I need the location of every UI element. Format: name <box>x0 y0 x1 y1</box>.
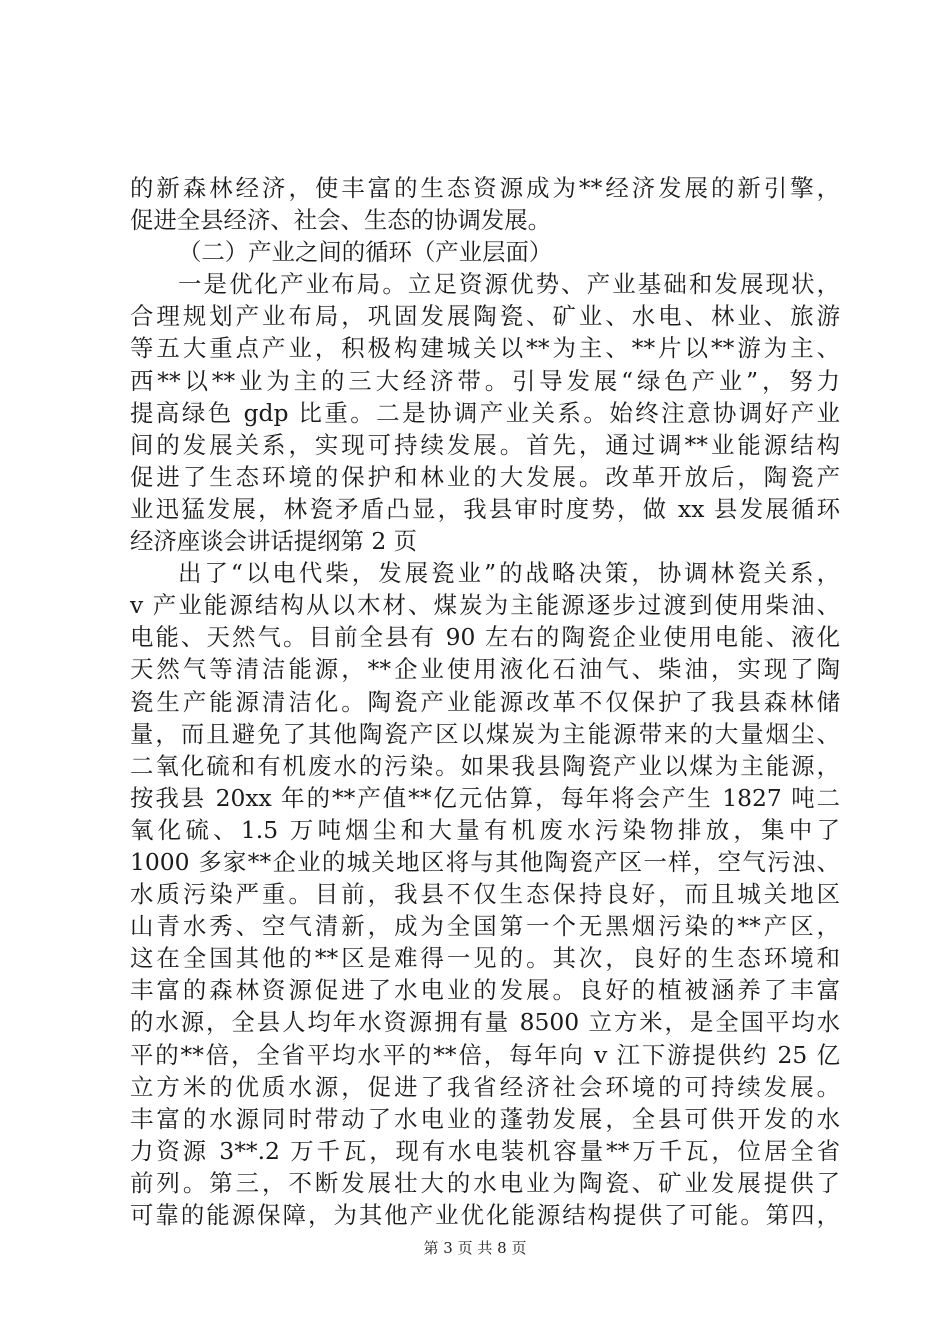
text-line: 平的**倍，全省平均水平的**倍，每年向 v 江下游提供约 25 亿 <box>130 1040 840 1069</box>
text-line: 的水源，全县人均年水资源拥有量 8500 立方米，是全国平均水 <box>130 1008 840 1037</box>
text-line: 业迅猛发展，林瓷矛盾凸显，我县审时度势，做 xx 县发展循环 <box>130 494 840 523</box>
text-line: 立方米的优质水源，促进了我省经济社会环境的可持续发展。 <box>130 1072 840 1101</box>
text-line: v 产业能源结构从以木材、煤炭为主能源逐步过渡到使用柴油、 <box>130 591 840 620</box>
page-footer: 第 3 页 共 8 页 <box>423 1239 527 1257</box>
text-line: 提高绿色 gdp 比重。二是协调产业关系。始终注意协调好产业 <box>130 398 840 427</box>
text-line: 西**以**业为主的三大经济带。引导发展“绿色产业”，努力 <box>130 366 840 395</box>
text-line: 丰富的水源同时带动了水电业的蓬勃发展，全县可供开发的水 <box>130 1104 840 1133</box>
text-line: 力资源 3**.2 万千瓦，现有水电装机容量**万千瓦，位居全省 <box>130 1136 840 1165</box>
text-line: 丰富的森林资源促进了水电业的发展。良好的植被涵养了丰富 <box>130 976 840 1005</box>
text-line: 促进了生态环境的保护和林业的大发展。改革开放后，陶瓷产 <box>130 462 840 491</box>
text-line: 二氧化硫和有机废水的污染。如果我县陶瓷产业以煤为主能源， <box>130 751 840 780</box>
text-line: 促进全县经济、社会、生态的协调发展。 <box>130 206 552 235</box>
text-line: 瓷生产能源清洁化。陶瓷产业能源改革不仅保护了我县森林储 <box>130 687 840 716</box>
text-line: 一是优化产业布局。立足资源优势、产业基础和发展现状， <box>178 270 840 299</box>
text-line: 合理规划产业布局，巩固发展陶瓷、矿业、水电、林业、旅游 <box>130 302 840 331</box>
text-line: 天然气等清洁能源，**企业使用液化石油气、柴油，实现了陶 <box>130 655 840 684</box>
text-line: 等五大重点产业，积极构建城关以**为主、**片以**游为主、 <box>130 334 840 363</box>
text-line: 山青水秀、空气清新，成为全国第一个无黑烟污染的**产区， <box>130 912 840 941</box>
document-body <box>130 172 840 1231</box>
text-line: 间的发展关系，实现可持续发展。首先，通过调**业能源结构 <box>130 430 840 459</box>
text-line: 水质污染严重。目前，我县不仅生态保持良好，而且城关地区 <box>130 880 840 909</box>
text-line: 量，而且避免了其他陶瓷产区以煤炭为主能源带来的大量烟尘、 <box>130 719 840 748</box>
text-line: 前列。第三，不断发展壮大的水电业为陶瓷、矿业发展提供了 <box>130 1168 840 1197</box>
text-line: 这在全国其他的**区是难得一见的。其次，良好的生态环境和 <box>130 944 840 973</box>
text-line: 1000 多家**企业的城关地区将与其他陶瓷产区一样，空气污浊、 <box>130 847 840 876</box>
text-line: 出了“以电代柴，发展瓷业”的战略决策，协调林瓷关系， <box>178 559 840 588</box>
text-line: 的新森林经济，使丰富的生态资源成为**经济发展的新引擎， <box>130 174 840 202</box>
text-line: 可靠的能源保障，为其他产业优化能源结构提供了可能。第四， <box>130 1201 840 1229</box>
text-line: 按我县 20xx 年的**产值**亿元估算，每年将会产生 1827 吨二 <box>130 783 840 812</box>
text-line: 经济座谈会讲话提纲第 2 页 <box>130 527 418 556</box>
section-heading: （二）产业之间的循环（产业层面） <box>178 238 553 267</box>
text-line: 电能、天然气。目前全县有 90 左右的陶瓷企业使用电能、液化 <box>130 623 840 652</box>
text-line: 氧化硫、1.5 万吨烟尘和大量有机废水污染物排放，集中了 <box>130 815 840 844</box>
